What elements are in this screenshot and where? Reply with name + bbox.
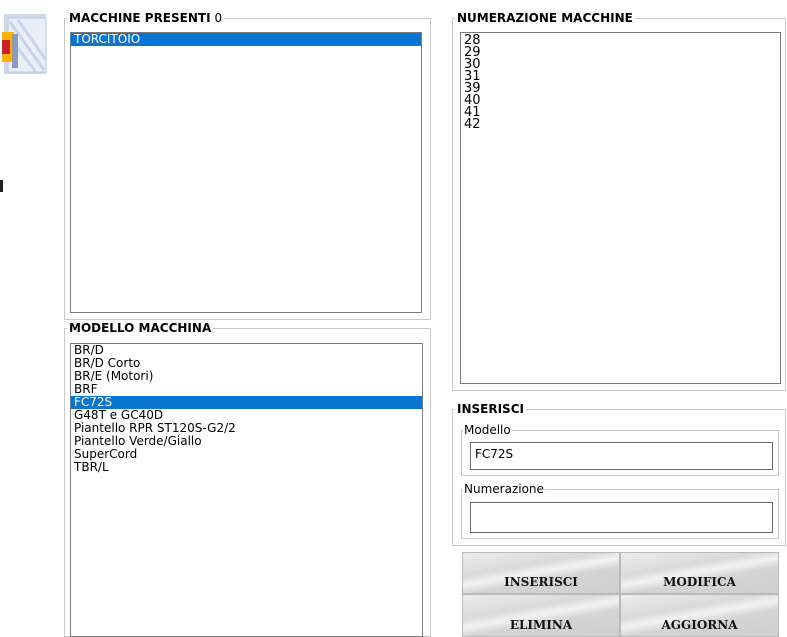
- insert-legend: INSERISCI: [457, 402, 524, 416]
- modify-button[interactable]: MODIFICA: [620, 552, 779, 594]
- number-item[interactable]: 28: [464, 33, 481, 48]
- machine-model-legend: MODELLO MACCHINA: [69, 321, 212, 335]
- list-item[interactable]: BR/D Corto: [74, 356, 141, 370]
- number-item[interactable]: 41: [464, 105, 481, 120]
- edge-marker: [0, 180, 3, 192]
- list-item[interactable]: BRF: [74, 382, 98, 396]
- list-item[interactable]: BR/D: [74, 343, 104, 357]
- model-field-label: Modello: [464, 423, 511, 437]
- number-item[interactable]: 30: [464, 57, 481, 72]
- list-item[interactable]: Piantello RPR ST120S-G2/2: [74, 421, 236, 435]
- list-item[interactable]: TBR/L: [74, 460, 109, 474]
- number-item[interactable]: 40: [464, 93, 481, 108]
- model-input[interactable]: FC72S: [470, 442, 773, 470]
- number-field-label: Numerazione: [464, 482, 544, 496]
- list-item[interactable]: SuperCord: [74, 447, 138, 461]
- list-item[interactable]: BR/E (Motori): [74, 369, 154, 383]
- number-item[interactable]: 29: [464, 45, 481, 60]
- insert-button[interactable]: INSERISCI: [462, 552, 620, 594]
- list-item[interactable]: TORCITOIO: [71, 33, 421, 46]
- number-item[interactable]: 42: [464, 117, 481, 132]
- machine-numbering-list[interactable]: [460, 32, 781, 384]
- machines-present-count: 0: [214, 11, 223, 25]
- machines-present-list[interactable]: [70, 32, 422, 313]
- app-logo-icon: [0, 12, 50, 78]
- number-item[interactable]: 39: [464, 81, 481, 96]
- delete-button[interactable]: ELIMINA: [462, 594, 620, 637]
- machines-present-title: MACCHINE PRESENTI: [69, 11, 211, 25]
- refresh-button[interactable]: AGGIORNA: [620, 594, 779, 637]
- machine-numbering-legend: NUMERAZIONE MACCHINE: [457, 11, 633, 25]
- machines-present-legend: [67, 12, 224, 25]
- list-item[interactable]: FC72S: [71, 396, 422, 409]
- machine-model-list[interactable]: [70, 343, 423, 637]
- number-input[interactable]: [470, 502, 773, 533]
- number-item[interactable]: 31: [464, 69, 481, 84]
- list-item[interactable]: G48T e GC40D: [74, 408, 164, 422]
- list-item[interactable]: Piantello Verde/Giallo: [74, 434, 202, 448]
